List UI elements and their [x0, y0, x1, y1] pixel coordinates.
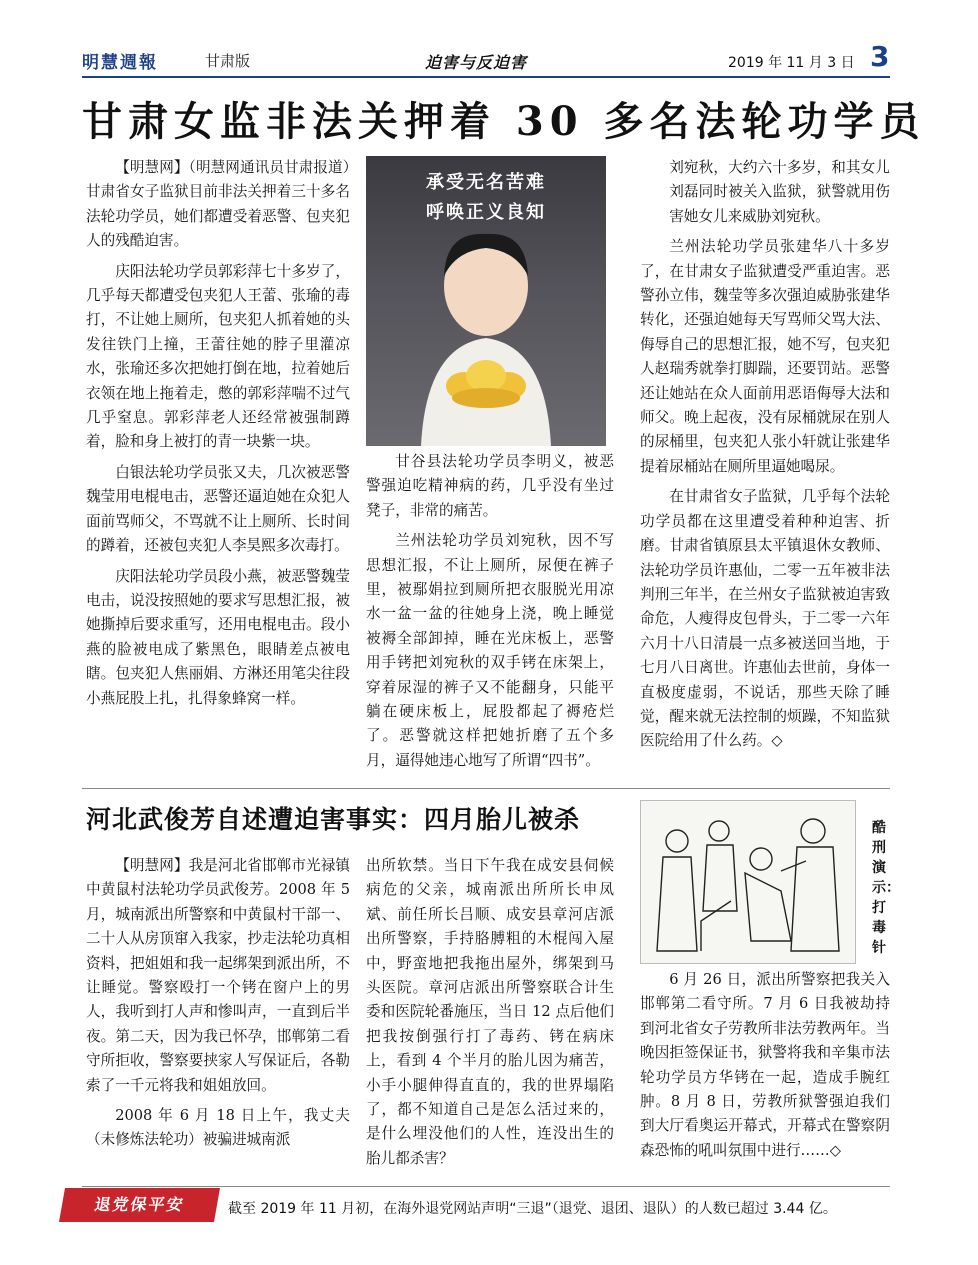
photo-caption-line: 呼唤正义良知	[426, 202, 546, 223]
section-title: 迫害与反迫害	[425, 53, 528, 72]
injection-sketch-icon	[641, 801, 855, 963]
header-rule	[82, 76, 890, 78]
photo-caption-line: 承受无名苦难	[426, 172, 546, 193]
footer-text: 截至 2019 年 11 月初，在海外退党网站声明“三退”（退党、退团、退队）的人数已超过 3.44 亿。	[228, 1201, 837, 1217]
paragraph: 2008 年 6 月 18 日上午，我丈夫（未修炼法轮功）被骗进城南派	[86, 1107, 350, 1149]
section-divider	[82, 788, 890, 789]
paragraph: 白银法轮功学员张又夫，几次被恶警魏莹用电棍电击，恶警还逼迫她在众犯人面前骂师父，不骂就不让上厕所、长时间的蹲着，还被包夹犯人李昊熙多次毒打。	[86, 463, 350, 555]
paragraph: 兰州法轮功学员刘宛秋，因不写思想汇报，不让上厕所，尿便在裤子里，被鄢娟拉到厕所把衣服脱光用凉水一盆一盆的往她身上浇，晚上睡觉被褥全部卸掉，睡在光床板上，恶警用手铐把刘宛秋的双手铐在床架上，穿着尿湿的裤子又不能翻身，只能平躺在硬床板上，屁股都起了褥疮烂了。恶警就这样把她折磨了五个多月，逼得她违心地写了所谓“四书”。	[366, 532, 614, 769]
paragraph: 甘谷县法轮功学员李明义，被恶警强迫吃精神病的药，几乎没有坐过凳子，非常的痛苦。	[366, 453, 614, 519]
paragraph: 【明慧网】我是河北省邯郸市光禄镇中黄鼠村法轮功学员武俊芳。2008 年 5 月，城南派出所警察和中黄鼠村干部一、二十人从房顶窜入我家，抄走法轮功真相资料，把姐姐和我一起绑架到派出所，不让睡觉。警察殴打一个铐在窗户上的男人，我听到打人声和惨叫声，一直到后半夜。第二天，因为我已怀孕，邯郸第二看守所拒收，警察要挟家人写保证后，各勒索了一千元将我和姐姐放回。	[86, 857, 350, 1094]
page-number: 3	[870, 40, 890, 73]
paragraph: 庆阳法轮功学员郭彩萍七十多岁了，几乎每天都遭受包夹犯人王蕾、张瑜的毒打，不让她上厕所，包夹犯人抓着她的头发往铁门上撞，王蕾往她的脖子里灌凉水，张瑜还多次把她打倒在地，拉着她后衣领在地上拖着走，憋的郭彩萍喘不过气几乎窒息。郭彩萍老人还经常被强制蹲着，脸和身上被打的青一块紫一块。	[86, 262, 350, 451]
article2-column-1	[86, 854, 350, 1159]
article2-column-3	[640, 968, 890, 1169]
masthead: 明慧週報	[82, 53, 158, 73]
article1-headline: 甘肃女监非法关押着 30 多名法轮功学员	[82, 98, 926, 145]
paragraph: 庆阳法轮功学员段小燕，被恶警魏莹电击，说没按照她的要求写思想汇报，被她撕掉后要求重写，还用电棍电击。段小燕的脸被电成了紫黑色，眼睛差点被电瞎。包夹犯人焦丽娟、方淋还用笔尖往段小燕屁股上扎，扎得象蜂窝一样。	[86, 567, 350, 707]
article2-column-2	[366, 854, 614, 1177]
paragraph: 出所软禁。当日下午我在成安县伺候病危的父亲，城南派出所所长申凤斌、前任所长吕顺、成安县章河店派出所警察，手持胳膊粗的木棍闯入屋中，野蛮地把我拖出屋外，绑架到马头医院。章河店派出所警察联合计生委和医院轮番施压，当日 12 点后他们把我按倒强行打了毒药、铐在病床上，看到 4 个半月的胎儿因为痛苦，小手小腿伸得直直的，我的世界塌陷了，都不知道自己是怎么活过来的，是什么埋没他们的人性，连没出生的胎儿都杀害？	[366, 857, 614, 1167]
paragraph: 兰州法轮功学员张建华八十多岁了，在甘肃女子监狱遭受严重迫害。恶警孙立伟，魏莹等多次强迫威胁张建华转化，还强迫她每天写骂师父骂大法、侮辱自己的思想汇报，她不写，包夹犯人赵瑞秀就拳打脚踹，还要罚站。恶警还让她站在众人面前用恶语侮辱大法和师父。晚上起夜，没有尿桶就尿在别人的尿桶里，包夹犯人张小轩就让张建华提着尿桶站在厕所里逼她喝尿。	[640, 238, 890, 475]
paragraph: 在甘肃省女子监狱，几乎每个法轮功学员都在这里遭受着种种迫害、折磨。甘肃省镇原县太平镇退休女教师、法轮功学员许惠仙，二零一五年被非法判刑三年半，在兰州女子监狱被迫害致命危，人瘦得皮包骨头，于二零一六年六月十八日清晨一点多被送回当地，于七月八日离世。许惠仙去世前，身体一直极度虚弱，不说话，那些天除了睡觉，醒来就无法控制的烦躁，不知监狱医院给用了什么药。◇	[640, 488, 890, 750]
paragraph: 6 月 26 日，派出所警察把我关入邯郸第二看守所。7 月 6 日我被劫持到河北省女子劳教所非法劳教两年。当晚因拒签保证书，狱警将我和辛集市法轮功学员方华铐在一起，造成手腕红肿。8 月 8 日，劳教所狱警强迫我们到大厅看奥运开幕式，开幕式在警察阴森恐怖的吼叫氛围中进行……◇	[640, 971, 890, 1159]
article1-column-1	[86, 156, 350, 717]
article1-column-3	[640, 156, 890, 760]
article2-headline: 河北武俊芳自述遭迫害事实：四月胎儿被杀	[86, 805, 581, 834]
article1-column-2	[366, 450, 614, 779]
footer-banner: 退党保平安	[59, 1188, 220, 1222]
article1-photo	[366, 156, 606, 446]
woman-holding-lotus-illustration	[366, 226, 606, 446]
footer-rule	[82, 1186, 890, 1187]
edition-label: 甘肃版	[205, 52, 251, 70]
paragraph: 【明慧网】（明慧网通讯员甘肃报道）甘肃省女子监狱目前非法关押着三十多名法轮功学员，她们都遭受着恶警、包夹犯人的残酷迫害。	[86, 159, 350, 250]
paragraph: 刘宛秋，大约六十多岁，和其女儿刘磊同时被关入监狱，狱警就用伤害她女儿来威胁刘宛秋。	[669, 159, 890, 225]
issue-date: 2019 年 11 月 3 日	[728, 55, 855, 71]
torture-illustration	[640, 800, 856, 964]
sketch-caption: 酷刑演示：打毒针	[872, 820, 900, 956]
